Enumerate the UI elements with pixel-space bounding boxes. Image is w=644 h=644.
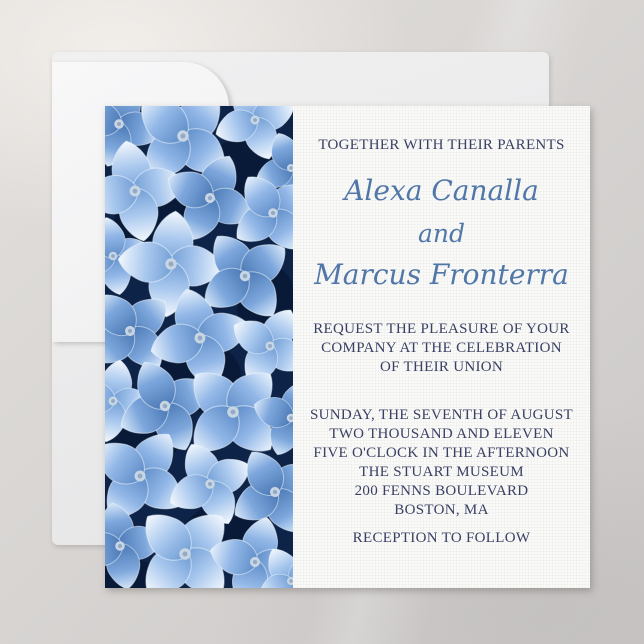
bride-name: Alexa Canalla — [344, 174, 539, 207]
blue-hydrangea-photo — [105, 106, 293, 588]
event-line: 200 FENNS BOULEVARD — [354, 483, 529, 499]
intro-line: TOGETHER WITH THEIR PARENTS — [318, 137, 565, 153]
event-line: BOSTON, MA — [394, 502, 489, 518]
event-details-block — [293, 406, 590, 520]
invitation-text-area — [293, 106, 590, 588]
event-line: SUNDAY, THE SEVENTH OF AUGUST — [309, 407, 574, 423]
request-line: REQUEST THE PLEASURE OF YOUR — [313, 321, 570, 337]
reception-line: RECEPTION TO FOLLOW — [352, 530, 531, 546]
request-block — [293, 320, 590, 377]
conjunction: and — [417, 219, 465, 248]
invitation-card — [105, 106, 590, 588]
event-line: TWO THOUSAND AND ELEVEN — [329, 426, 554, 442]
event-line: FIVE O'CLOCK IN THE AFTERNOON — [313, 445, 570, 461]
groom-name: Marcus Fronterra — [314, 258, 569, 291]
request-line: OF THEIR UNION — [379, 359, 504, 375]
request-line: COMPANY AT THE CELEBRATION — [321, 340, 562, 356]
event-line: THE STUART MUSEUM — [359, 464, 524, 480]
